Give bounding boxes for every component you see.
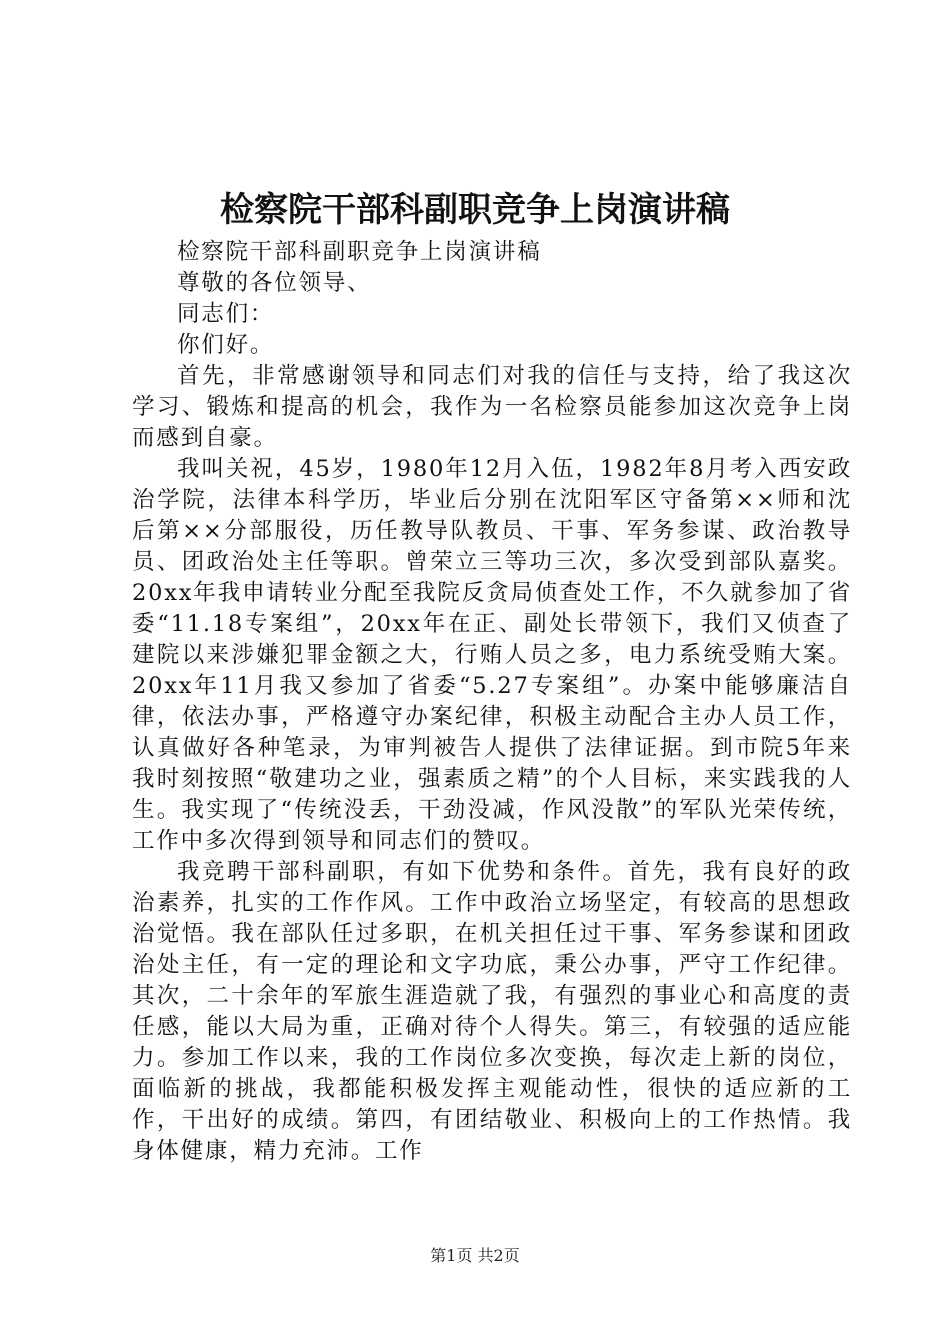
- body-paragraph: 我叫关祝，45岁，1980年12月入伍，1982年8月考入西安政治学院，法律本科学历，毕业后分别在沈阳军区守备第××师和沈后第××分部服役，历任教导队教员、干事、军务参谋、政治教导员、团政治处主任等职。曾荣立三等功三次，多次受到部队嘉奖。20xx年我申请转业分配至我院反贪局侦查处工作，不久就参加了省委“11.18专案组”，20xx年在正、副处长带领下，我们又侦查了建院以来涉嫌犯罪金额之大，行贿人员之多，电力系统受贿大案。20xx年11月我又参加了省委“5.27专案组”。办案中能够廉洁自律，依法办事，严格遵守办案纪律，积极主动配合主办人员工作，认真做好各种笔录，为审判被告人提供了法律证据。到市院5年来我时刻按照“敬建功之业，强素质之精”的个人目标，来实践我的人生。我实现了“传统没丢，干劲没减，作风没散”的军队光荣传统，工作中多次得到领导和同志们的赞叹。: [132, 456, 852, 854]
- body-paragraph: 检察院干部科副职竞争上岗演讲稿: [177, 239, 542, 265]
- body-paragraph: 你们好。: [177, 332, 275, 358]
- body-paragraph: 同志们：: [177, 301, 275, 327]
- document-title: 检察院干部科副职竞争上岗演讲稿: [220, 190, 730, 230]
- body-paragraph: 尊敬的各位领导、: [177, 270, 372, 296]
- page-footer: 第1页 共2页: [430, 1246, 520, 1265]
- document-body: [132, 237, 852, 1167]
- body-paragraph: 首先，非常感谢领导和同志们对我的信任与支持，给了我这次学习、锻炼和提高的机会，我作为一名检察员能参加这次竞争上岗而感到自豪。: [132, 363, 852, 451]
- body-paragraph: 我竞聘干部科副职，有如下优势和条件。首先，我有良好的政治素养，扎实的工作作风。工作中政治立场坚定，有较高的思想政治觉悟。我在部队任过多职，在机关担任过干事、军务参谋和团政治处主任，有一定的理论和文字功底，秉公办事，严守工作纪律。其次，二十余年的军旅生涯造就了我，有强烈的事业心和高度的责任感，能以大局为重，正确对待个人得失。第三，有较强的适应能力。参加工作以来，我的工作岗位多次变换，每次走上新的岗位，面临新的挑战，我都能积极发挥主观能动性，很快的适应新的工作，干出好的成绩。第四，有团结敬业、积极向上的工作热情。我身体健康，精力充沛。工作: [132, 859, 852, 1164]
